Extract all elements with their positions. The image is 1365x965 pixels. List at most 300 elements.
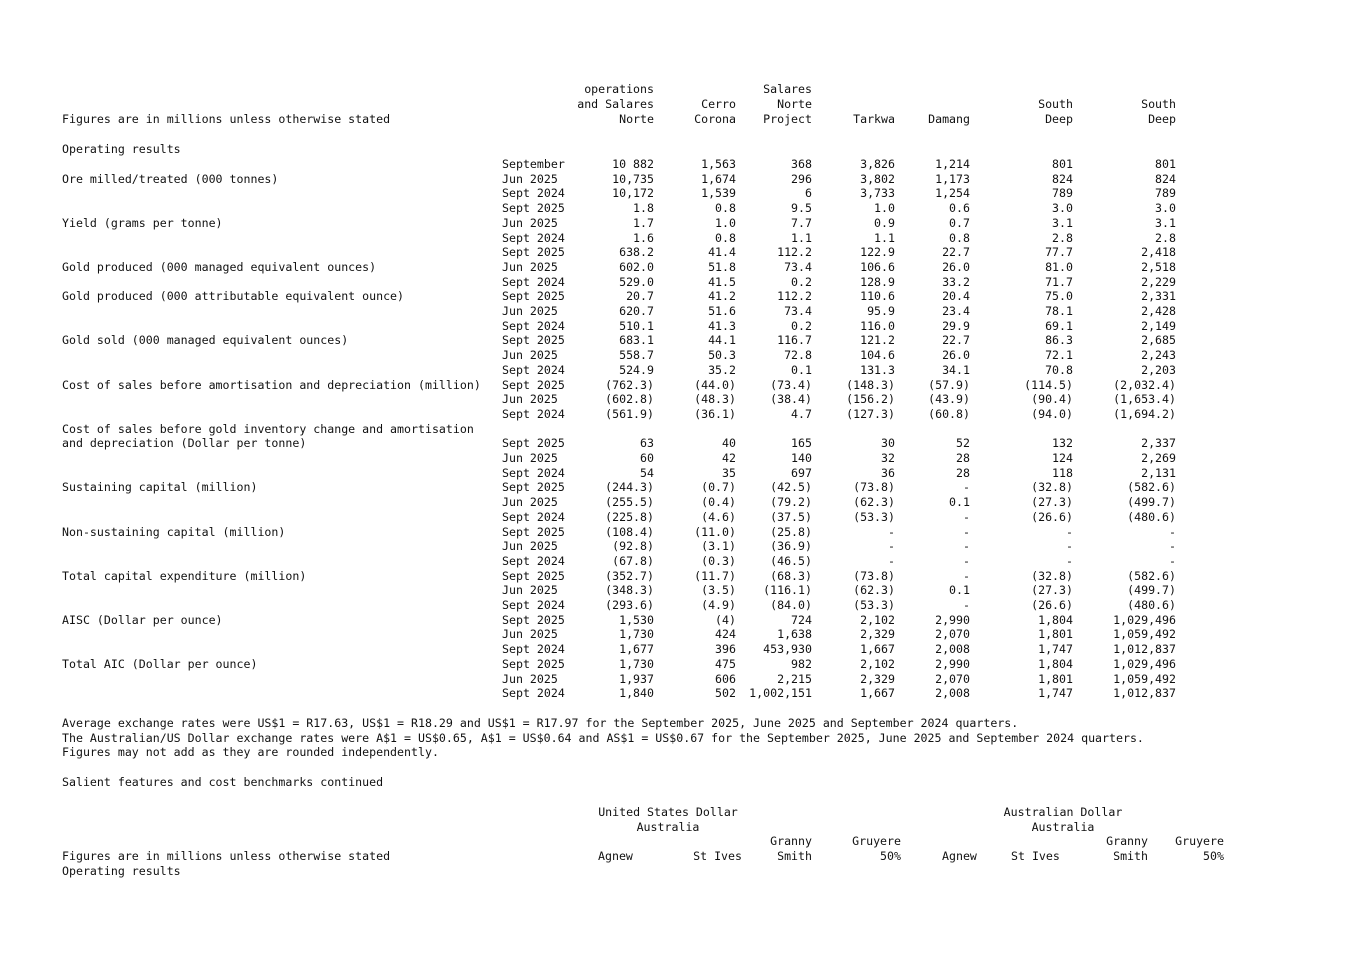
- table-cell: 2,518: [1141, 259, 1176, 274]
- usd-col-header: Granny: [770, 834, 812, 848]
- table-cell: -: [963, 539, 970, 554]
- table-cell: 453,930: [763, 642, 812, 657]
- table-cell: 396: [715, 642, 736, 657]
- table-cell: (62.3): [853, 495, 895, 510]
- table-cell: 3.1: [1052, 215, 1073, 230]
- table-cell: 122.9: [860, 245, 895, 260]
- table-cell: 35.2: [708, 362, 736, 377]
- usd-col-header: St Ives: [693, 849, 742, 863]
- table-cell: 789: [1052, 186, 1073, 201]
- table-cell: -: [963, 568, 970, 583]
- usd-col-header: Gruyere: [852, 834, 901, 848]
- table-cell: 683.1: [619, 333, 654, 348]
- row-period: Jun 2025: [502, 348, 558, 363]
- table-cell: (2,032.4): [1113, 377, 1176, 392]
- row-period: Sept 2025: [502, 480, 565, 495]
- table-cell: 23.4: [942, 304, 970, 318]
- table-cell: (57.9): [928, 377, 970, 392]
- table-cell: 2,337: [1141, 436, 1176, 451]
- row-label: Total capital expenditure (million): [62, 568, 307, 583]
- table-cell: (94.0): [1031, 406, 1073, 421]
- table-cell: (244.3): [605, 480, 654, 495]
- table-cell: 104.6: [860, 348, 895, 363]
- row-period: Jun 2025: [502, 215, 558, 230]
- table-cell: 558.7: [619, 348, 654, 363]
- continued-heading: Salient features and cost benchmarks continued: [62, 775, 384, 789]
- table-cell: (38.4): [770, 392, 812, 407]
- row-period: Sept 2025: [502, 656, 565, 671]
- table-cell: 52: [956, 436, 970, 451]
- table-cell: -: [888, 524, 895, 539]
- table-cell: 824: [1052, 171, 1073, 186]
- table-cell: (499.7): [1127, 583, 1176, 598]
- table-cell: 112.2: [777, 245, 812, 260]
- usd-col-header: Agnew: [598, 849, 633, 863]
- table-cell: (582.6): [1127, 480, 1176, 495]
- table-cell: 44.1: [708, 333, 736, 348]
- table-cell: -: [963, 598, 970, 612]
- table-cell: 1,002,151: [749, 686, 812, 701]
- table-cell: 140: [791, 451, 812, 465]
- row-period: Sept 2024: [502, 318, 565, 333]
- table-cell: 2,685: [1141, 333, 1176, 348]
- footnote-exchange-rates: Average exchange rates were US$1 = R17.63, US$1 = R18.29 and US$1 = R17.97 for the September 2025, June 2025 and September 2024 quarters.: [62, 716, 1019, 730]
- section-heading: Operating results: [62, 142, 181, 156]
- table-cell: 69.1: [1045, 318, 1073, 333]
- row-period: Sept 2025: [502, 377, 565, 392]
- table-cell: 2,229: [1141, 274, 1176, 289]
- table-cell: (92.8): [612, 539, 654, 554]
- row-label: Sustaining capital (million): [62, 480, 258, 495]
- table-cell: 22.7: [942, 333, 970, 348]
- table-cell: 54: [640, 465, 654, 480]
- table-cell: (11.0): [694, 524, 736, 539]
- table-cell: 1,804: [1038, 656, 1073, 671]
- table-cell: 3,802: [860, 171, 895, 186]
- table-cell: (352.7): [605, 568, 654, 583]
- table-cell: 1.0: [874, 201, 895, 216]
- col-south-deep-2-header: South: [1141, 97, 1176, 111]
- row-period: Sept 2024: [502, 553, 565, 568]
- table-cell: (293.6): [605, 598, 654, 612]
- table-cell: (4): [715, 612, 736, 627]
- table-cell: 63: [640, 436, 654, 451]
- row-label: Gold produced (000 attributable equivalent ounce): [62, 289, 405, 304]
- table-cell: (26.6): [1031, 598, 1073, 612]
- table-cell: (27.3): [1031, 495, 1073, 510]
- table-cell: -: [963, 509, 970, 524]
- table-cell: 1.6: [633, 230, 654, 245]
- col-salares-norte-project-header: Project: [763, 112, 812, 126]
- usd-col-header: Smith: [777, 849, 812, 863]
- table-cell: 475: [715, 656, 736, 671]
- table-cell: 801: [1155, 157, 1176, 171]
- table-cell: (36.9): [770, 539, 812, 554]
- table-cell: (67.8): [612, 553, 654, 568]
- col-south-deep-2-header: Deep: [1148, 112, 1176, 126]
- table-cell: 606: [715, 671, 736, 686]
- table-cell: -: [963, 524, 970, 539]
- table-cell: 1,254: [935, 186, 970, 201]
- table-cell: 116.0: [860, 318, 895, 333]
- table-cell: 30: [881, 436, 895, 451]
- table-cell: 1,059,492: [1113, 671, 1176, 686]
- row-period: Sept 2024: [502, 230, 565, 245]
- table-cell: -: [1169, 524, 1176, 539]
- row-period: Sept 2025: [502, 245, 565, 260]
- row-period: Jun 2025: [502, 171, 558, 186]
- table-cell: 7.7: [791, 215, 812, 230]
- table-cell: 42: [722, 451, 736, 465]
- col-salares-norte-project-header: Norte: [777, 97, 812, 111]
- table-cell: 620.7: [619, 304, 654, 318]
- table-cell: 4.7: [791, 406, 812, 421]
- table-cell: 73.4: [784, 304, 812, 318]
- figures-note-2: Figures are in millions unless otherwise stated: [62, 849, 391, 863]
- table-cell: 36: [881, 465, 895, 480]
- table-cell: 1,801: [1038, 627, 1073, 642]
- table-cell: 70.8: [1045, 362, 1073, 377]
- table-cell: (348.3): [605, 583, 654, 598]
- table-cell: 1,730: [619, 656, 654, 671]
- table-cell: (32.8): [1031, 568, 1073, 583]
- table-cell: 1,801: [1038, 671, 1073, 686]
- table-cell: 1,539: [701, 186, 736, 201]
- table-cell: 1,804: [1038, 612, 1073, 627]
- table-cell: 1,638: [777, 627, 812, 642]
- row-period: Sept 2025: [502, 201, 565, 216]
- table-cell: (1,653.4): [1113, 392, 1176, 407]
- table-cell: -: [1066, 524, 1073, 539]
- row-period: Sept 2024: [502, 642, 565, 657]
- table-cell: 1.0: [715, 215, 736, 230]
- table-cell: 510.1: [619, 318, 654, 333]
- table-cell: (0.4): [701, 495, 736, 510]
- table-cell: 2,329: [860, 627, 895, 642]
- table-cell: 86.3: [1045, 333, 1073, 348]
- table-cell: -: [1169, 553, 1176, 568]
- table-cell: 1.7: [633, 215, 654, 230]
- table-cell: 2,243: [1141, 348, 1176, 363]
- table-cell: 0.8: [949, 230, 970, 245]
- table-cell: 41.3: [708, 318, 736, 333]
- table-cell: 2,215: [777, 671, 812, 686]
- row-period: September: [502, 157, 565, 171]
- table-cell: 368: [791, 157, 812, 171]
- usd-region: Australia: [636, 820, 700, 834]
- table-cell: 1,937: [619, 671, 654, 686]
- table-cell: 20.7: [626, 289, 654, 304]
- table-cell: 2,131: [1141, 465, 1176, 480]
- table-cell: 2,070: [935, 671, 970, 686]
- table-cell: 2,428: [1141, 304, 1176, 318]
- col-operations-salares-norte-header: Norte: [619, 112, 654, 126]
- aud-heading: Australian Dollar: [1003, 805, 1123, 819]
- table-cell: 0.6: [949, 201, 970, 216]
- row-period: Sept 2025: [502, 333, 565, 348]
- row-label: Gold sold (000 managed equivalent ounces): [62, 333, 349, 348]
- aud-col-header: Agnew: [942, 849, 977, 863]
- row-period: Sept 2024: [502, 406, 565, 421]
- table-cell: (32.8): [1031, 480, 1073, 495]
- table-cell: (27.3): [1031, 583, 1073, 598]
- table-cell: -: [1066, 539, 1073, 554]
- table-cell: (25.8): [770, 524, 812, 539]
- row-period: Sept 2025: [502, 289, 565, 304]
- table-cell: (84.0): [770, 598, 812, 612]
- row-label: Cost of sales before amortisation and depreciation (million): [62, 377, 481, 392]
- row-label: Yield (grams per tonne): [62, 215, 223, 230]
- table-cell: 112.2: [777, 289, 812, 304]
- table-cell: 3.1: [1155, 215, 1176, 230]
- row-period: Sept 2024: [502, 465, 565, 480]
- row-period: Jun 2025: [502, 451, 558, 465]
- table-cell: 131.3: [860, 362, 895, 377]
- table-cell: 72.1: [1045, 348, 1073, 363]
- table-cell: 1.1: [874, 230, 895, 245]
- table-cell: (73.8): [853, 480, 895, 495]
- table-cell: 32: [881, 451, 895, 465]
- table-cell: 106.6: [860, 259, 895, 274]
- table-cell: (48.3): [694, 392, 736, 407]
- table-cell: 34.1: [942, 362, 970, 377]
- table-cell: 1,667: [860, 686, 895, 701]
- table-cell: 3,733: [860, 186, 895, 201]
- table-cell: 41.2: [708, 289, 736, 304]
- table-cell: (480.6): [1127, 509, 1176, 524]
- table-cell: 1,530: [619, 612, 654, 627]
- row-period: Jun 2025: [502, 304, 558, 318]
- table-cell: (0.3): [701, 553, 736, 568]
- table-cell: 2,990: [935, 612, 970, 627]
- table-cell: -: [963, 480, 970, 495]
- aud-col-header: St Ives: [1011, 849, 1060, 863]
- table-cell: 2,203: [1141, 362, 1176, 377]
- table-cell: (11.7): [694, 568, 736, 583]
- table-cell: (44.0): [694, 377, 736, 392]
- table-cell: 110.6: [860, 289, 895, 304]
- table-cell: (43.9): [928, 392, 970, 407]
- table-cell: 0.1: [949, 583, 970, 598]
- table-cell: 824: [1155, 171, 1176, 186]
- row-period: Sept 2024: [502, 686, 565, 701]
- table-cell: 95.9: [867, 304, 895, 318]
- table-cell: 1,173: [935, 171, 970, 186]
- table-cell: (90.4): [1031, 392, 1073, 407]
- table-cell: 28: [956, 451, 970, 465]
- table-cell: -: [963, 553, 970, 568]
- table-cell: 40: [722, 436, 736, 451]
- table-cell: 0.2: [791, 274, 812, 289]
- row-label: Total AIC (Dollar per ounce): [62, 656, 258, 671]
- table-cell: (108.4): [605, 524, 654, 539]
- table-cell: 165: [791, 436, 812, 451]
- table-cell: 2,269: [1141, 451, 1176, 465]
- table-cell: (73.8): [853, 568, 895, 583]
- footnote-aud-usd: The Australian/US Dollar exchange rates were A$1 = US$0.65, A$1 = US$0.64 and AS$1 = US$0.67 for the September 2025, June 2025 and September 2024 quarters.: [62, 731, 1144, 745]
- row-period: Sept 2024: [502, 186, 565, 201]
- table-cell: 2,149: [1141, 318, 1176, 333]
- table-cell: (602.8): [605, 392, 654, 407]
- table-cell: (79.2): [770, 495, 812, 510]
- table-cell: 29.9: [942, 318, 970, 333]
- table-cell: 1,747: [1038, 686, 1073, 701]
- table-cell: 1,029,496: [1113, 612, 1176, 627]
- row-label: Ore milled/treated (000 tonnes): [62, 171, 279, 186]
- col-south-deep-header: Deep: [1045, 112, 1073, 126]
- table-cell: (1,694.2): [1113, 406, 1176, 421]
- table-cell: 424: [715, 627, 736, 642]
- table-cell: 75.0: [1045, 289, 1073, 304]
- table-cell: 72.8: [784, 348, 812, 363]
- row-period: Sept 2024: [502, 509, 565, 524]
- table-cell: 1,677: [619, 642, 654, 657]
- table-cell: 1,674: [701, 171, 736, 186]
- table-cell: 1,840: [619, 686, 654, 701]
- table-cell: 2,070: [935, 627, 970, 642]
- row-label: Gold produced (000 managed equivalent ounces): [62, 259, 377, 274]
- col-operations-salares-norte-header: operations: [584, 82, 654, 96]
- row-period: Jun 2025: [502, 627, 558, 642]
- table-cell: (4.6): [701, 509, 736, 524]
- table-cell: 50.3: [708, 348, 736, 363]
- table-cell: 60: [640, 451, 654, 465]
- table-cell: 128.9: [860, 274, 895, 289]
- table-cell: -: [1066, 553, 1073, 568]
- row-period: Jun 2025: [502, 259, 558, 274]
- table-cell: 0.2: [791, 318, 812, 333]
- table-cell: (116.1): [763, 583, 812, 598]
- table-cell: 6: [805, 186, 812, 201]
- table-cell: 638.2: [619, 245, 654, 260]
- table-cell: (225.8): [605, 509, 654, 524]
- table-cell: (37.5): [770, 509, 812, 524]
- table-cell: (561.9): [605, 406, 654, 421]
- table-cell: 33.2: [942, 274, 970, 289]
- table-cell: 1,214: [935, 157, 970, 171]
- table-cell: -: [888, 553, 895, 568]
- table-cell: 9.5: [791, 201, 812, 216]
- table-cell: (36.1): [694, 406, 736, 421]
- row-period: Sept 2024: [502, 598, 565, 612]
- table-cell: 697: [791, 465, 812, 480]
- figures-note: Figures are in millions unless otherwise stated: [62, 112, 391, 126]
- aud-region: Australia: [1031, 820, 1095, 834]
- col-operations-salares-norte-header: and Salares: [577, 97, 654, 111]
- table-cell: 121.2: [860, 333, 895, 348]
- table-cell: (0.7): [701, 480, 736, 495]
- table-cell: 10 882: [612, 157, 654, 171]
- table-cell: (4.9): [701, 598, 736, 612]
- table-cell: 71.7: [1045, 274, 1073, 289]
- row-period: Jun 2025: [502, 671, 558, 686]
- col-cerro-corona-header: Cerro: [701, 97, 736, 111]
- table-cell: 502: [715, 686, 736, 701]
- row-label: Non-sustaining capital (million): [62, 524, 286, 539]
- table-cell: -: [1169, 539, 1176, 554]
- table-cell: (3.1): [701, 539, 736, 554]
- table-cell: 1,012,837: [1113, 686, 1176, 701]
- table-cell: 724: [791, 612, 812, 627]
- table-cell: (3.5): [701, 583, 736, 598]
- table-cell: 1,059,492: [1113, 627, 1176, 642]
- row-period: Jun 2025: [502, 583, 558, 598]
- footnote-rounding: Figures may not add as they are rounded independently.: [62, 745, 439, 759]
- table-cell: 0.8: [715, 201, 736, 216]
- table-cell: 116.7: [777, 333, 812, 348]
- table-cell: 1,029,496: [1113, 656, 1176, 671]
- row-period: Sept 2025: [502, 436, 565, 451]
- table-cell: (762.3): [605, 377, 654, 392]
- table-cell: 602.0: [619, 259, 654, 274]
- table-cell: 51.8: [708, 259, 736, 274]
- table-cell: 20.4: [942, 289, 970, 304]
- table-cell: 1,747: [1038, 642, 1073, 657]
- table-cell: 1.8: [633, 201, 654, 216]
- table-cell: 2.8: [1052, 230, 1073, 245]
- table-cell: 73.4: [784, 259, 812, 274]
- aud-col-header: Granny: [1106, 834, 1148, 848]
- col-salares-norte-project-header: Salares: [763, 82, 812, 96]
- table-cell: (114.5): [1024, 377, 1073, 392]
- table-cell: 26.0: [942, 348, 970, 363]
- table-cell: 2,990: [935, 656, 970, 671]
- row-period: Sept 2025: [502, 568, 565, 583]
- table-cell: 124: [1052, 451, 1073, 465]
- usd-heading: United States Dollar: [598, 805, 738, 819]
- table-cell: 2,418: [1141, 245, 1176, 260]
- table-cell: 2,102: [860, 656, 895, 671]
- table-cell: (26.6): [1031, 509, 1073, 524]
- table-cell: 26.0: [942, 259, 970, 274]
- col-damang-header: Damang: [928, 112, 970, 126]
- row-period: Sept 2024: [502, 274, 565, 289]
- table-cell: (255.5): [605, 495, 654, 510]
- row-period: Sept 2024: [502, 362, 565, 377]
- table-cell: 296: [791, 171, 812, 186]
- table-cell: 2,008: [935, 686, 970, 701]
- table-cell: (53.3): [853, 598, 895, 612]
- table-cell: 10,735: [612, 171, 654, 186]
- table-cell: 1.1: [791, 230, 812, 245]
- table-cell: (148.3): [846, 377, 895, 392]
- table-cell: (53.3): [853, 509, 895, 524]
- row-label: AISC (Dollar per ounce): [62, 612, 223, 627]
- usd-col-header: 50%: [880, 849, 901, 863]
- table-cell: (46.5): [770, 553, 812, 568]
- table-cell: 28: [956, 465, 970, 480]
- table-cell: 3.0: [1155, 201, 1176, 216]
- table-cell: 524.9: [619, 362, 654, 377]
- table-cell: (499.7): [1127, 495, 1176, 510]
- table-cell: -: [888, 539, 895, 554]
- table-cell: (480.6): [1127, 598, 1176, 612]
- table-cell: 2,102: [860, 612, 895, 627]
- table-cell: 51.6: [708, 304, 736, 318]
- table-cell: (42.5): [770, 480, 812, 495]
- row-period: Sept 2025: [502, 524, 565, 539]
- table-cell: 982: [791, 656, 812, 671]
- table-cell: (127.3): [846, 406, 895, 421]
- col-cerro-corona-header: Corona: [694, 112, 736, 126]
- table-cell: 3.0: [1052, 201, 1073, 216]
- table-cell: 81.0: [1045, 259, 1073, 274]
- row-period: Jun 2025: [502, 392, 558, 407]
- table-cell: (156.2): [846, 392, 895, 407]
- table-cell: 801: [1052, 157, 1073, 171]
- aud-col-header: Smith: [1113, 849, 1148, 863]
- aud-col-header: Gruyere: [1175, 834, 1224, 848]
